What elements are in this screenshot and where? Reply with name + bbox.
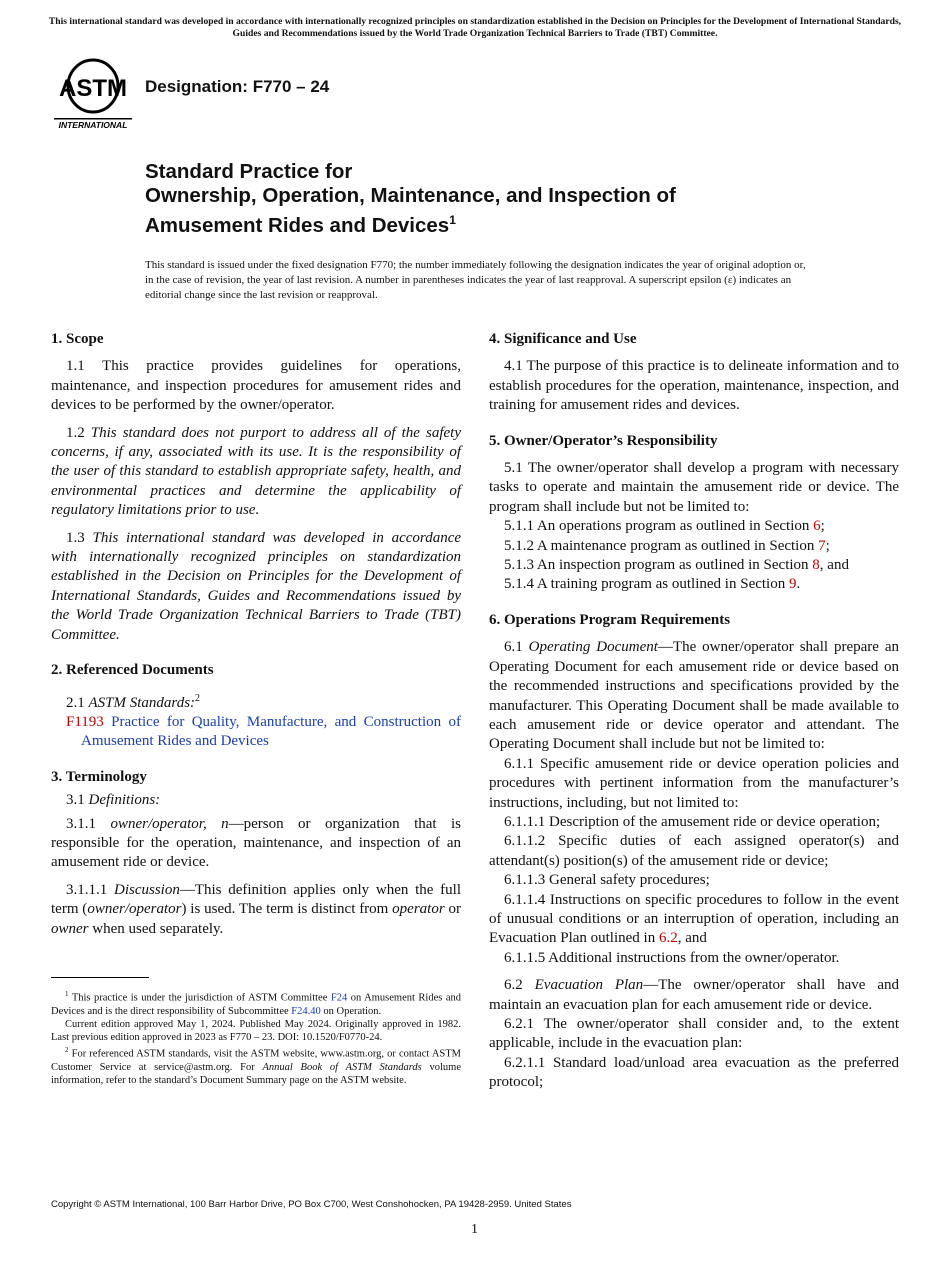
para-6-2-1: 6.2.1 The owner/operator shall consider and, to the extent applicable, include in the evacuation plan:	[489, 1016, 899, 1052]
logo-mark: ASTM	[59, 75, 127, 102]
para-6-1: 6.1 Operating Document—The owner/operator shall prepare an Operating Document for each amusement ride or device based on the recommended instructions and specifications provided by the manufacturer. This Operating Document shall be made available to each amusement ride or device operator and attendant. The Operating Document shall include but not be limited to:	[489, 639, 899, 753]
section-7-link[interactable]: 7	[818, 537, 826, 554]
right-column	[489, 330, 899, 1093]
designation-value: F770 – 24	[252, 77, 330, 96]
para-1-2: 1.2 This standard does not purport to address all of the safety concerns, if any, associated with its use. It is the responsibility of the user of this standard to establish appropriate safety, health, and environmental practices and determine the applicability of regulatory limitations prior to use.	[51, 424, 461, 519]
designation	[145, 77, 329, 97]
title-line-2: Ownership, Operation, Maintenance, and Inspection of	[145, 184, 676, 207]
title-line-3: Amusement Rides and Devices	[145, 213, 450, 237]
page-number: 1	[471, 1222, 478, 1237]
document-title	[145, 160, 845, 238]
para-5-1-2: 5.1.2 A maintenance program as outlined in Section 7;	[504, 537, 830, 554]
title-footnote-marker: 1	[449, 213, 456, 227]
para-6-1-1-1: 6.1.1.1 Description of the amusement ride or device operation;	[504, 813, 881, 830]
subcommittee-f24-40-link[interactable]: F24.40	[291, 1005, 321, 1017]
footnote-1-edition: Current edition approved May 1, 2024. Published May 2024. Originally approved in 1982. Last previous edition approved in 2023 as F770 – 23. DOI: 10.1520/F0770-24.	[51, 1018, 461, 1044]
footnote-2: $^2$ For referenced ASTM standards, visit the ASTM website, www.astm.org, or contact ASTM Customer Service at service@astm.org. For Annual Book of ASTM Standards volume information, refer to the standard’s Document Summary page on the ASTM website.	[51, 1046, 461, 1087]
left-column	[51, 330, 461, 939]
footnote-1: $^1$ This practice is under the jurisdiction of ASTM Committee F24 on Amusement Rides and Devices and is the direct responsibility of Subcommittee F24.40 on Operation.	[51, 990, 461, 1017]
logo-caption: INTERNATIONAL	[58, 120, 128, 130]
footnotes	[51, 988, 461, 1087]
section-2-heading: 2. Referenced Documents	[51, 662, 214, 679]
para-6-1-1-3: 6.1.1.3 General safety procedures;	[504, 872, 710, 889]
para-6-1-1-4: 6.1.1.4 Instructions on specific procedures to follow in the event of unusual conditions or an interruption of operation, including an Evacuation Plan outlined in 6.2, and	[489, 891, 899, 947]
para-2-1: 2.1 ASTM Standards:$^2$	[66, 692, 201, 711]
issue-note: This standard is issued under the fixed designation F770; the number immediately following the designation indicates the year of original adoption or, in the case of revision, the year of last revision. A number in parentheses indicates the year of last reapproval. A superscript epsilon (ε) indicates an editorial change since the last revision or reapproval.	[145, 259, 806, 301]
para-6-1-1-2: 6.1.1.2 Specific duties of each assigned operator(s) and attendant(s) position(s) of the amusement ride or device;	[489, 833, 899, 869]
para-3-1-1: 3.1.1 owner/operator, n—person or organization that is responsible for the operation, maintenance, and inspection of an amusement ride or device.	[51, 815, 462, 871]
footnote-rule	[51, 977, 149, 978]
section-5-heading: 5. Owner/Operator’s Responsibility	[489, 432, 718, 449]
section-6-2-link[interactable]: 6.2	[658, 930, 678, 947]
para-5-1-1: 5.1.1 An operations program as outlined in Section 6;	[504, 518, 825, 535]
section-6-link[interactable]: 6	[813, 518, 821, 535]
para-6-1-1: 6.1.1 Specific amusement ride or device operation policies and procedures with pertinent information from the manufacturer’s instructions, including, but not limited to:	[489, 755, 899, 811]
section-6-heading: 6. Operations Program Requirements	[489, 611, 731, 628]
section-4-heading: 4. Significance and Use	[489, 331, 637, 347]
para-6-2: 6.2 Evacuation Plan—The owner/operator shall have and maintain an evacuation plan for each amusement ride or device.	[489, 977, 899, 1013]
ref-title-link[interactable]: Practice for Quality, Manufacture, and Construction of Amusement Rides and Devices	[81, 713, 461, 750]
international-standard-notice: This international standard was developed in accordance with internationally recognized principles on standardization established in the Decision on Principles for the Development of International Standards, Guides and Recommendations issued by the World Trade Organization Technical Barriers to Trade (TBT) Committee.	[48, 16, 902, 39]
para-5-1-4: 5.1.4 A training program as outlined in Section 9.	[504, 576, 801, 593]
para-1-1: 1.1 This practice provides guidelines for operations, maintenance, and inspection procedures for amusement rides and devices to be performed by the owner/operator.	[51, 358, 461, 414]
section-1-heading: 1. Scope	[51, 331, 104, 347]
committee-f24-link[interactable]: F24	[330, 992, 348, 1004]
para-6-2-1-1: 6.2.1.1 Standard load/unload area evacuation as the preferred protocol;	[489, 1054, 899, 1091]
copyright-line: Copyright © ASTM International, 100 Barr Harbor Drive, PO Box C700, West Conshohocken, PA 19428-2959. United States	[51, 1199, 572, 1210]
section-9-link[interactable]: 9	[788, 576, 797, 593]
para-4-1: 4.1 The purpose of this practice is to delineate information and to establish procedures for the operation, maintenance, inspection, and training for amusement rides and devices.	[489, 358, 899, 414]
para-6-1-1-5: 6.1.1.5 Additional instructions from the owner/operator.	[504, 949, 840, 966]
para-5-1: 5.1 The owner/operator shall develop a program with necessary tasks to operate and maintain the amusement ride or device. The program shall include but not be limited to:	[489, 460, 899, 515]
para-1-3: 1.3 This international standard was developed in accordance with internationally recognized principles on standardization established in the Decision on Principles for the Development of International Standards, Guides and Recommendations issued by the World Trade Organization Technical Barriers to Trade (TBT) Committee.	[51, 529, 462, 643]
ref-code-link[interactable]: F1193	[66, 713, 104, 730]
section-8-link[interactable]: 8	[812, 557, 820, 574]
para-3-1: 3.1 Definitions:	[66, 792, 161, 809]
astm-logo	[52, 56, 134, 130]
para-3-1-1-1: 3.1.1.1 Discussion—This definition applies only when the full term (owner/operator) is used. The term is distinct from operator or owner when used separately.	[51, 881, 461, 937]
designation-label: Designation:	[145, 77, 248, 96]
section-3-heading: 3. Terminology	[51, 768, 147, 785]
referenced-standard-f1193[interactable]	[51, 713, 461, 752]
para-5-1-3: 5.1.3 An inspection program as outlined in Section 8, and	[504, 557, 849, 574]
title-line-1: Standard Practice for	[145, 160, 353, 183]
